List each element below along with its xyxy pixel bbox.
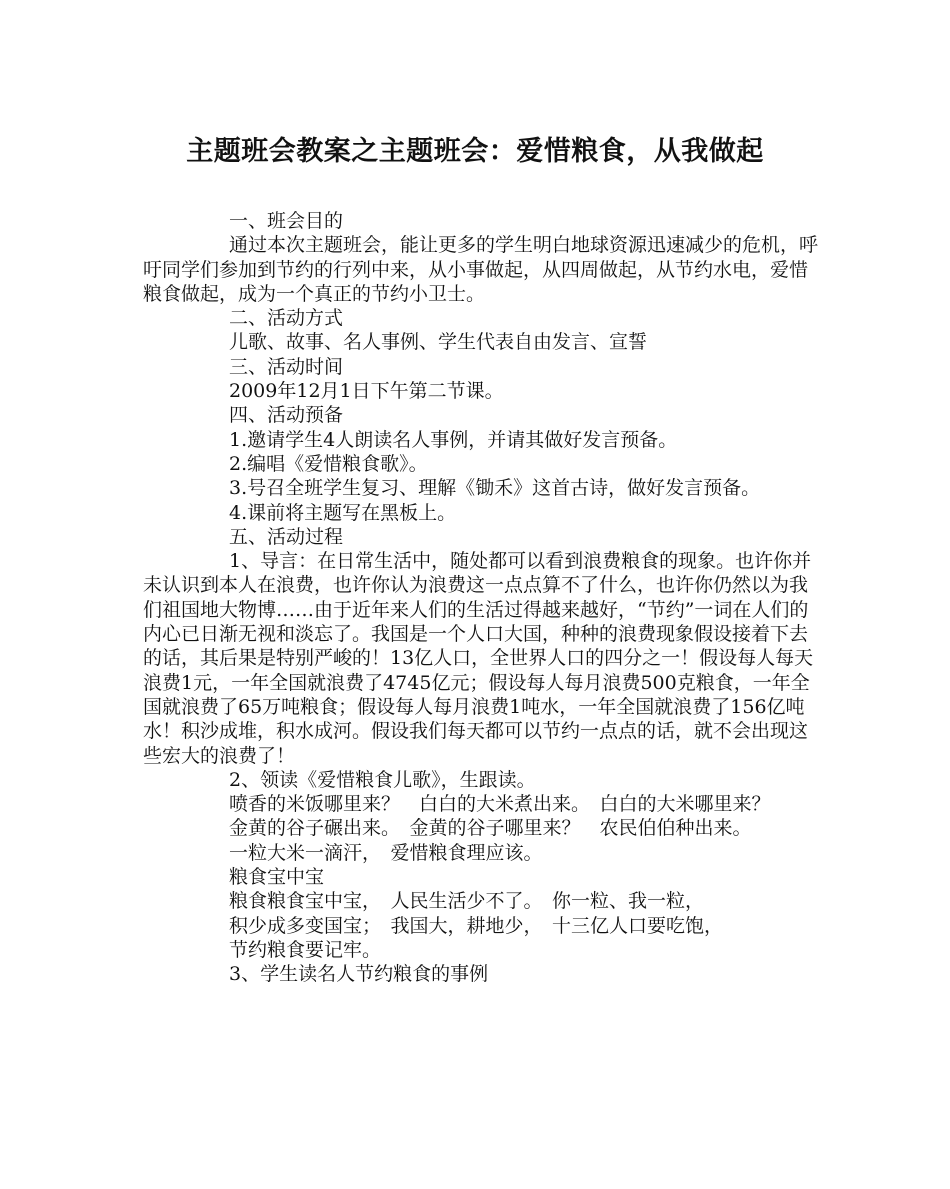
poem-line-4: 粮食粮食宝中宝， 人民生活少不了。 你一粒、我一粒， — [229, 890, 705, 913]
paragraph-step-3: 3、学生读名人节约粮食的事例 — [229, 963, 489, 986]
poem-line-3: 一粒大米一滴汗， 爱惜粮食理应该。 — [229, 841, 543, 864]
section-heading-method: 二、活动方式 — [229, 307, 344, 330]
paragraph-step-2: 2、领读《爱惜粮食儿歌》，生跟读。 — [229, 768, 536, 791]
list-item-prep-3: 3.号召全班学生复习、理解《锄禾》这首古诗，做好发言预备。 — [229, 477, 761, 500]
list-item-prep-4: 4.课前将主题写在黑板上。 — [229, 501, 457, 524]
section-heading-process: 五、活动过程 — [229, 525, 344, 548]
document-title: 主题班会教案之主题班会：爱惜粮食，从我做起 — [186, 136, 764, 167]
list-item-prep-2: 2.编唱《爱惜粮食歌》。 — [229, 452, 428, 475]
paragraph-method: 儿歌、故事、名人事例、学生代表自由发言、宣誓 — [229, 331, 648, 354]
document-body — [143, 209, 823, 987]
poem-title: 粮食宝中宝 — [229, 866, 325, 889]
paragraph-purpose: 通过本次主题班会，能让更多的学生明白地球资源迅速减少的危机，呼吁同学们参加到节约的行列中来，从小事做起，从四周做起，从节约水电，爱惜粮食做起，成为一个真正的节约小卫士。 — [143, 234, 819, 305]
paragraph-introduction: 1、导言：在日常生活中，随处都可以看到浪费粮食的现象。也许你并未认识到本人在浪费，也许你认为浪费这一点点算不了什么，也许你仍然以为我们祖国地大物博……由于近年来人们的生活过得越来越好，“节约”一词在人们的内心已日渐无视和淡忘了。我国是一个人口大国，种种的浪费现象假设接着下去的话，其后果是特别严峻的！13亿人口，全世界人口的四分之一！假设每人每天浪费1元，一年全国就浪费了4745亿元；假设每人每月浪费500克粮食，一年全国就浪费了65万吨粮食；假设每人每月浪费1吨水，一年全国就浪费了156亿吨水！积沙成堆，积水成河。假设我们每天都可以节约一点点的话，就不会出现这些宏大的浪费了！ — [143, 550, 814, 767]
section-heading-purpose: 一、班会目的 — [229, 210, 344, 232]
poem-line-5: 积少成多变国宝； 我国大，耕地少， 十三亿人口要吃饱， — [229, 914, 724, 937]
section-heading-time: 三、活动时间 — [229, 355, 344, 378]
poem-line-2: 金黄的谷子碾出来。 金黄的谷子哪里来？ 农民伯伯种出来。 — [229, 817, 752, 840]
poem-line-1: 喷香的米饭哪里来？ 白白的大米煮出来。 白白的大米哪里来？ — [229, 793, 771, 816]
section-heading-preparation: 四、活动预备 — [229, 404, 344, 427]
poem-line-6: 节约粮食要记牢。 — [229, 938, 382, 961]
paragraph-time: 2009年12月1日下午第二节课。 — [229, 380, 504, 403]
list-item-prep-1: 1.邀请学生4人朗读名人事例，并请其做好发言预备。 — [229, 428, 678, 451]
